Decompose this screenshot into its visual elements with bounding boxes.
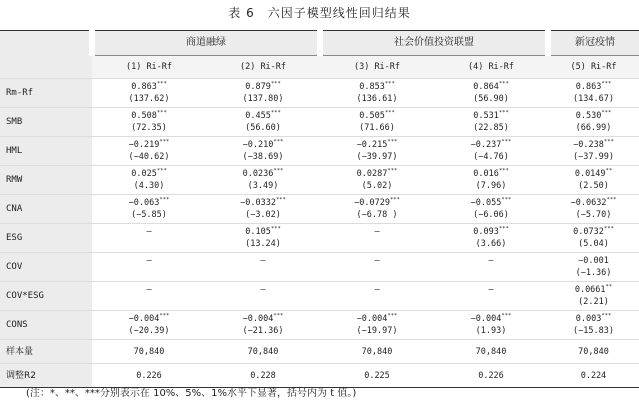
t-statistic: (−20.39): [128, 326, 170, 336]
t-statistic: (−5.70): [575, 210, 612, 220]
t-statistic: (1.93): [475, 326, 507, 336]
coefficient-value: 0.505: [359, 111, 385, 121]
coefficient-cell: [92, 224, 206, 253]
t-statistic: (5.04): [578, 239, 609, 249]
t-statistic: [92, 238, 206, 250]
significance-stars: ***: [498, 110, 509, 117]
coefficient-value: −0.238: [573, 140, 604, 150]
t-statistic: (3.66): [475, 239, 507, 249]
coefficient-value: −0.004: [356, 314, 388, 324]
coefficient-value: 0.0732: [573, 227, 604, 237]
coefficient-value: −0.219: [128, 140, 160, 150]
corner-cell: [0, 56, 92, 79]
coefficient-cell: [548, 137, 639, 166]
coefficient-cell: [92, 282, 206, 311]
t-statistic: (56.90): [473, 94, 509, 104]
coefficient-value: 0.0236: [242, 169, 274, 179]
coefficient-value: 0.003: [575, 314, 602, 324]
coefficient-cell: [206, 311, 320, 340]
coefficient-value: −0.055: [470, 198, 502, 208]
significance-stars: ***: [270, 110, 281, 117]
table-row: [0, 311, 639, 340]
column-header: (2) Ri-Rf: [206, 56, 320, 79]
table-row: [0, 79, 639, 108]
coefficient-cell: [206, 108, 320, 137]
coefficient-cell: [320, 224, 434, 253]
coefficient-value: –: [374, 227, 380, 237]
coefficient-cell: [92, 137, 206, 166]
stat-value: 0.224: [548, 364, 639, 388]
significance-stars: ***: [498, 226, 509, 233]
coefficient-cell: [92, 108, 206, 137]
row-label: COV: [0, 253, 92, 282]
coefficient-cell: [548, 224, 639, 253]
t-statistic: (2.21): [578, 297, 609, 307]
group-header: 社会价值投资联盟: [320, 31, 548, 56]
t-statistic: (−3.02): [245, 210, 281, 220]
t-statistic: (−15.83): [573, 326, 614, 336]
t-statistic: (−19.97): [356, 326, 398, 336]
coefficient-value: −0.215: [356, 140, 388, 150]
coefficient-cell: [434, 282, 548, 311]
t-statistic: (−38.69): [242, 152, 284, 162]
t-statistic: (4.30): [133, 181, 165, 191]
regression-table: [0, 30, 639, 388]
significance-stars: ***: [387, 168, 398, 175]
significance-stars: ***: [498, 81, 509, 88]
significance-stars: ***: [501, 313, 512, 320]
coefficient-value: −0.004: [128, 314, 160, 324]
table-row: [0, 108, 639, 137]
table-title: 表 6 六因子模型线性回归结果: [228, 6, 411, 20]
t-statistic: (2.50): [578, 181, 609, 191]
significance-stars: ***: [273, 139, 284, 146]
t-statistic: (−37.99): [573, 152, 614, 162]
coefficient-cell: [206, 195, 320, 224]
coefficient-cell: [548, 253, 639, 282]
coefficient-value: −0.0632: [570, 198, 607, 208]
significance-stars: ***: [389, 197, 400, 204]
stat-value: 0.226: [434, 364, 548, 388]
significance-stars: ***: [159, 139, 170, 146]
significance-stars: ***: [501, 197, 512, 204]
significance-stars: ***: [156, 110, 167, 117]
row-label: SMB: [0, 108, 92, 137]
table-row: [0, 166, 639, 195]
t-statistic: [320, 267, 434, 279]
stat-value: 70,840: [320, 340, 434, 364]
significance-stars: ***: [156, 168, 167, 175]
coefficient-value: –: [146, 227, 152, 237]
t-statistic: (−6.78 ): [356, 210, 398, 220]
coefficient-value: 0.455: [245, 111, 271, 121]
coefficient-cell: [206, 137, 320, 166]
t-statistic: (−40.62): [128, 152, 170, 162]
coefficient-value: 0.0287: [356, 169, 388, 179]
coefficient-value: −0.0729: [354, 198, 390, 208]
coefficient-cell: [548, 195, 639, 224]
row-label: RMW: [0, 166, 92, 195]
coefficient-value: −0.237: [470, 140, 502, 150]
t-statistic: (137.80): [242, 94, 284, 104]
coefficient-cell: [548, 108, 639, 137]
coefficient-value: –: [260, 256, 266, 266]
column-header: (3) Ri-Rf: [320, 56, 434, 79]
coefficient-cell: [548, 282, 639, 311]
coefficient-value: −0.004: [242, 314, 274, 324]
coefficient-value: 0.016: [473, 169, 499, 179]
coefficient-cell: [320, 79, 434, 108]
stat-value: 70,840: [434, 340, 548, 364]
coefficient-cell: [320, 311, 434, 340]
coefficient-cell: [320, 137, 434, 166]
significance-stars: ***: [498, 168, 509, 175]
column-header: (5) Ri-Rf: [548, 56, 639, 79]
coefficient-value: −0.063: [128, 198, 160, 208]
t-statistic: [206, 296, 320, 308]
row-label: CNA: [0, 195, 92, 224]
significance-stars: ***: [603, 226, 614, 233]
group-header: 商道融绿: [92, 31, 320, 56]
coefficient-value: 0.531: [473, 111, 499, 121]
significance-stars: ***: [270, 81, 281, 88]
t-statistic: (137.62): [128, 94, 170, 104]
column-header-row: [0, 56, 639, 79]
coefficient-value: –: [260, 285, 266, 295]
t-statistic: [320, 238, 434, 250]
t-statistic: (66.99): [575, 123, 612, 133]
stat-value: 70,840: [206, 340, 320, 364]
column-header: (1) Ri-Rf: [92, 56, 206, 79]
significance-stars: ***: [270, 226, 281, 233]
significance-stars: ***: [384, 110, 395, 117]
coefficient-cell: [206, 166, 320, 195]
row-label: 调整R2: [0, 364, 92, 388]
coefficient-value: –: [374, 256, 380, 266]
group-header: 新冠疫情: [548, 31, 639, 56]
t-statistic: (56.60): [245, 123, 281, 133]
t-statistic: (136.61): [356, 94, 398, 104]
stat-value: 0.225: [320, 364, 434, 388]
significance-stars: ***: [601, 110, 612, 117]
t-statistic: [434, 296, 548, 308]
coefficient-value: 0.105: [245, 227, 271, 237]
coefficient-value: 0.508: [131, 111, 157, 121]
coefficient-cell: [206, 282, 320, 311]
coefficient-cell: [320, 195, 434, 224]
coefficient-cell: [548, 79, 639, 108]
significance-stars: ***: [273, 313, 284, 320]
t-statistic: (−21.36): [242, 326, 284, 336]
table-row: [0, 195, 639, 224]
coefficient-cell: [92, 195, 206, 224]
t-statistic: (−4.76): [473, 152, 509, 162]
coefficient-cell: [92, 166, 206, 195]
group-header-row: [0, 31, 639, 56]
coefficient-value: –: [374, 285, 380, 295]
row-label: HML: [0, 137, 92, 166]
significance-stars: ***: [275, 197, 286, 204]
table-row: [0, 224, 639, 253]
t-statistic: (−39.97): [356, 152, 398, 162]
coefficient-cell: [92, 311, 206, 340]
stats-row: [0, 340, 639, 364]
coefficient-value: −0.001: [578, 256, 609, 266]
significance-stars: **: [605, 284, 613, 291]
t-statistic: [320, 296, 434, 308]
significance-stars: ***: [159, 197, 170, 204]
significance-stars: ***: [501, 139, 512, 146]
coefficient-cell: [434, 166, 548, 195]
coefficient-value: 0.864: [473, 82, 499, 92]
coefficient-value: −0.004: [470, 314, 502, 324]
coefficient-value: 0.879: [245, 82, 271, 92]
significance-stars: ***: [603, 139, 614, 146]
t-statistic: [92, 267, 206, 279]
corner-cell: [0, 31, 92, 56]
coefficient-cell: [320, 282, 434, 311]
coefficient-cell: [206, 79, 320, 108]
coefficient-value: –: [146, 285, 152, 295]
t-statistic: (71.66): [359, 123, 395, 133]
row-label: CONS: [0, 311, 92, 340]
significance-stars: ***: [387, 313, 398, 320]
t-statistic: (−5.85): [131, 210, 167, 220]
stat-value: 0.228: [206, 364, 320, 388]
coefficient-value: 0.093: [473, 227, 499, 237]
significance-stars: ***: [601, 313, 612, 320]
coefficient-value: −0.210: [242, 140, 274, 150]
coefficient-cell: [92, 253, 206, 282]
coefficient-cell: [206, 224, 320, 253]
row-label: 样本量: [0, 340, 92, 364]
significance-stars: ***: [384, 81, 395, 88]
table-row: [0, 282, 639, 311]
coefficient-cell: [320, 253, 434, 282]
coefficient-value: −0.0332: [240, 198, 276, 208]
significance-stars: **: [605, 168, 613, 175]
stat-value: 70,840: [92, 340, 206, 364]
coefficient-value: 0.0661: [574, 285, 606, 295]
row-label: COV*ESG: [0, 282, 92, 311]
t-statistic: (72.35): [131, 123, 167, 133]
significance-stars: ***: [159, 313, 170, 320]
coefficient-value: 0.0149: [574, 169, 606, 179]
t-statistic: [92, 296, 206, 308]
coefficient-cell: [206, 253, 320, 282]
stat-value: 0.226: [92, 364, 206, 388]
significance-stars: ***: [387, 139, 398, 146]
table-row: [0, 137, 639, 166]
coefficient-cell: [92, 79, 206, 108]
t-statistic: (−1.36): [575, 268, 612, 278]
t-statistic: [434, 267, 548, 279]
coefficient-cell: [320, 108, 434, 137]
significance-stars: ***: [601, 81, 612, 88]
t-statistic: (−6.06): [473, 210, 509, 220]
t-statistic: (22.85): [473, 123, 509, 133]
coefficient-cell: [434, 253, 548, 282]
table-row: [0, 253, 639, 282]
coefficient-cell: [434, 79, 548, 108]
coefficient-value: 0.863: [575, 82, 602, 92]
t-statistic: (7.96): [475, 181, 507, 191]
coefficient-value: 0.530: [575, 111, 602, 121]
table-body: [0, 79, 639, 388]
table-note: (注：*、**、***分别表示在 10%、5%、1%水平下显著，括号内为 t 值。): [26, 388, 357, 399]
coefficient-cell: [434, 137, 548, 166]
coefficient-value: –: [146, 256, 152, 266]
row-label: ESG: [0, 224, 92, 253]
significance-stars: ***: [156, 81, 167, 88]
coefficient-value: –: [488, 285, 494, 295]
column-header: (4) Ri-Rf: [434, 56, 548, 79]
coefficient-cell: [434, 311, 548, 340]
t-statistic: (3.49): [247, 181, 279, 191]
t-statistic: [206, 267, 320, 279]
coefficient-cell: [434, 224, 548, 253]
coefficient-value: 0.025: [131, 169, 157, 179]
t-statistic: (5.02): [361, 181, 393, 191]
significance-stars: ***: [606, 197, 617, 204]
t-statistic: (134.67): [573, 94, 614, 104]
row-label: Rm-Rf: [0, 79, 92, 108]
coefficient-value: 0.863: [131, 82, 157, 92]
coefficient-cell: [548, 311, 639, 340]
coefficient-cell: [434, 108, 548, 137]
coefficient-cell: [434, 195, 548, 224]
stat-value: 70,840: [548, 340, 639, 364]
coefficient-cell: [320, 166, 434, 195]
significance-stars: ***: [273, 168, 284, 175]
coefficient-value: 0.853: [359, 82, 385, 92]
coefficient-cell: [548, 166, 639, 195]
coefficient-value: –: [488, 256, 494, 266]
t-statistic: (13.24): [245, 239, 281, 249]
